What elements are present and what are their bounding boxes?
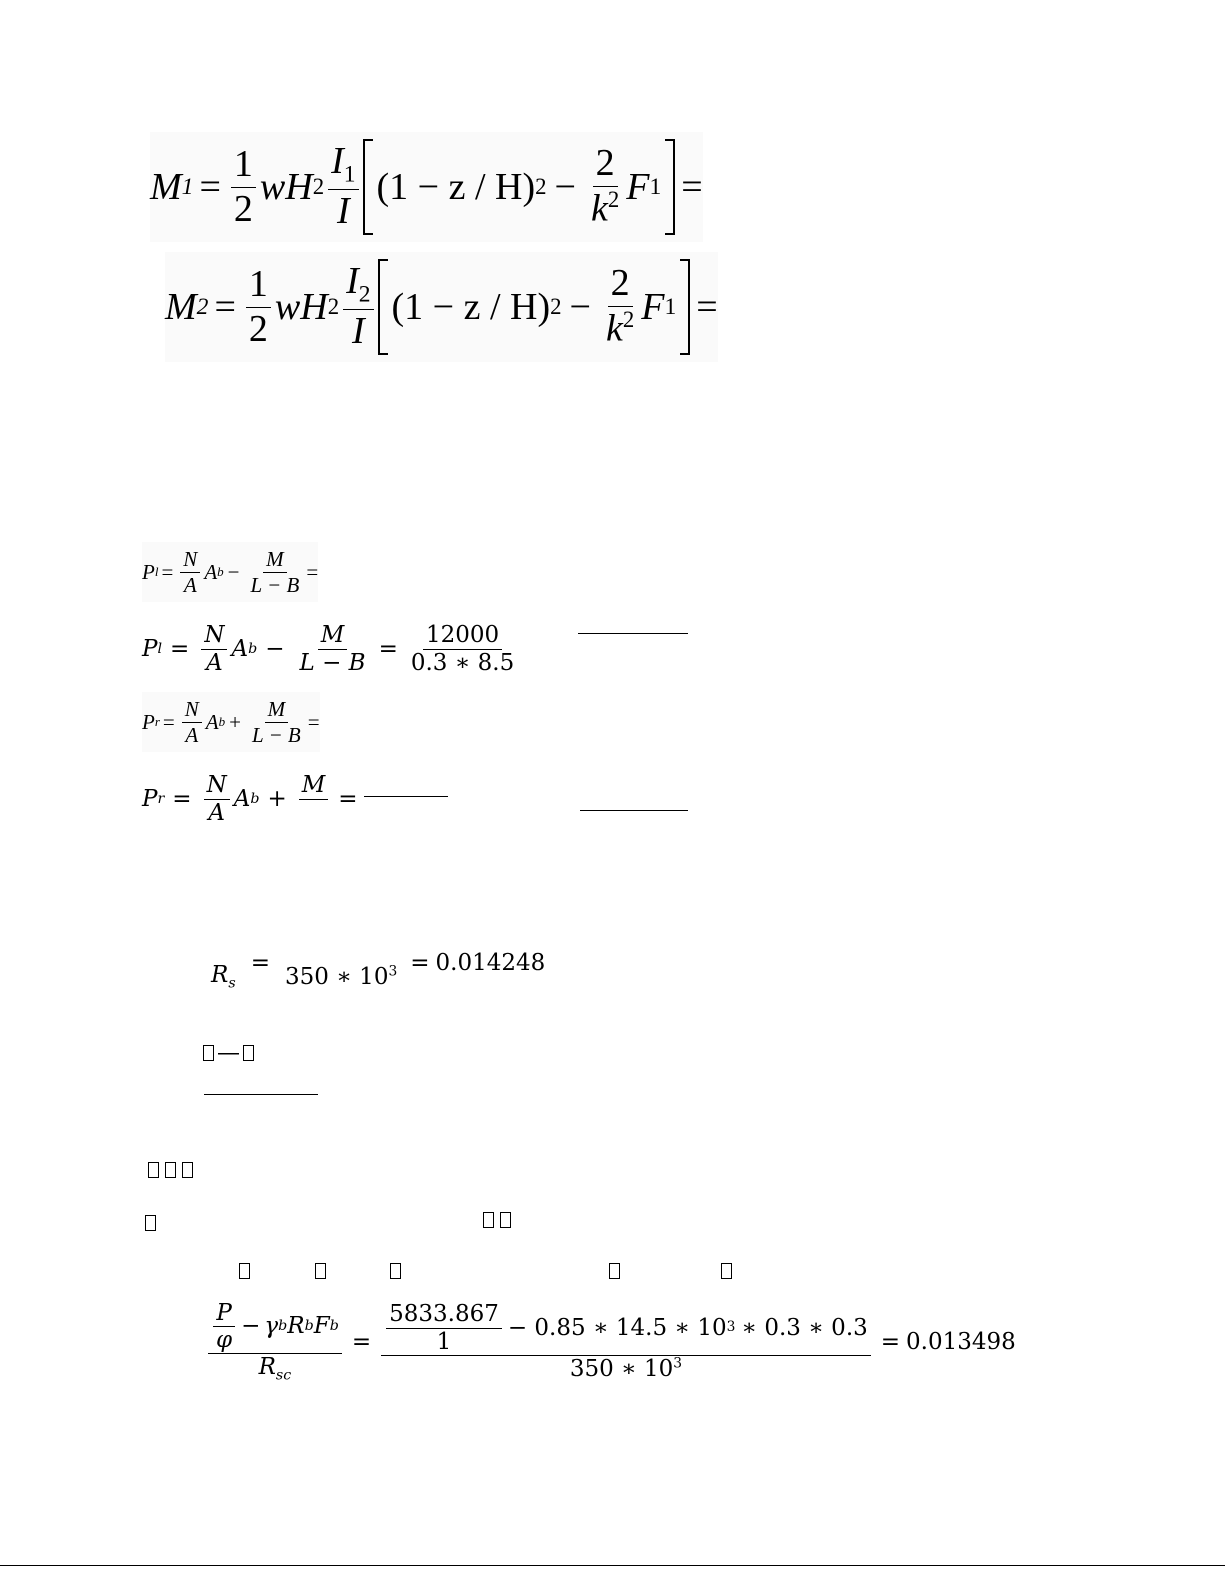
m1-F: F: [626, 166, 650, 208]
formula-final: $\frac{P}{\varphi}$ − γ b R b F b $R_{sc}$ = $\frac{5833.867}{1}$ − 0.85 ∗ 14.5 ∗ 10 3 ∗ 0.3 ∗ 0.3 350 ∗ $10^3$ = 0.013498: [204, 1298, 1016, 1386]
pl-value-fraction: $\frac{12000}{0.3 ∗ 8.5}$: [410, 622, 515, 676]
m2-paren-exp: 2: [550, 294, 562, 319]
m2-minus: −: [569, 286, 591, 328]
missing-glyph-row-3a: [236, 1260, 253, 1279]
page-bottom-rule: [0, 1565, 1225, 1566]
m2-paren: (1 − z / H): [391, 286, 551, 328]
dash-text: —: [217, 1040, 240, 1066]
formula-m2: [165, 252, 718, 362]
formula-m1: [150, 132, 703, 242]
m2-lhs-sub: 2: [196, 293, 209, 320]
missing-glyph-icon: [390, 1263, 401, 1279]
m2-half: $\frac{1}{2}$: [246, 263, 271, 351]
m1-w: w: [259, 166, 286, 208]
missing-glyph-icon: [165, 1162, 176, 1178]
missing-glyph-row-2a: [142, 1212, 159, 1231]
m1-H-exp: 2: [312, 174, 325, 199]
m1-bracket-right: [665, 139, 675, 235]
missing-glyph-row-3e: [718, 1260, 735, 1279]
m1-equals: =: [199, 166, 221, 208]
m2-w: w: [274, 286, 301, 328]
formula-rs: $R_s$ = 350 ∗ $10^3$ = 0.014248: [211, 950, 546, 992]
missing-glyph-row-2b: [480, 1212, 514, 1228]
formula-pl-scan: P l = $\frac{N}{A}$ A b − $\frac{M}{L - B}$ =: [142, 542, 318, 602]
m1-lhs: M: [150, 166, 182, 208]
m1-ratio: $\frac{I_1}{I}$: [328, 140, 358, 233]
missing-glyph-row-1: [145, 1162, 196, 1178]
m2-H: H: [300, 286, 328, 328]
missing-glyph-row-3c: [387, 1260, 404, 1279]
m1-lhs-sub: 1: [181, 173, 194, 200]
m2-bracket-left: [378, 259, 388, 355]
missing-glyph-icon: [721, 1263, 732, 1279]
pl-blank-line: [578, 633, 688, 634]
m1-F-sub: 1: [649, 173, 662, 200]
m2-tail-equals: =: [696, 286, 718, 328]
missing-glyph-icon: [148, 1162, 159, 1178]
final-result: 0.013498: [906, 1329, 1016, 1355]
formula-pr-typeset: P r = $\frac{N}{A}$ A b + M =: [142, 768, 448, 830]
m1-half: $\frac{1}{2}$: [231, 143, 256, 231]
missing-glyph-icon: [243, 1045, 254, 1061]
m1-paren: (1 − z / H): [376, 166, 536, 208]
glyph-dash-row: [200, 1040, 257, 1066]
missing-glyph-icon: [500, 1212, 511, 1228]
pr-blank-line: [364, 796, 448, 797]
m2-lhs: M: [165, 286, 197, 328]
missing-glyph-row-3d: [606, 1260, 623, 1279]
final-value-fraction: $\frac{5833.867}{1}$ − 0.85 ∗ 14.5 ∗ 10 3 ∗ 0.3 ∗ 0.3 350 ∗ $10^3$: [381, 1301, 871, 1382]
missing-glyph-icon: [315, 1263, 326, 1279]
missing-glyph-icon: [483, 1212, 494, 1228]
m2-F-sub: 1: [664, 293, 677, 320]
m1-paren-exp: 2: [535, 174, 547, 199]
rs-result: 0.014248: [435, 950, 546, 976]
m2-two-over-k2: $\frac{2}{k^2}$: [605, 262, 635, 350]
m1-minus: −: [554, 166, 576, 208]
pr-right-blank-line: [580, 810, 688, 811]
missing-glyph-icon: [239, 1263, 250, 1279]
m1-two-over-k2: $\frac{2}{k^2}$: [590, 142, 620, 230]
m2-bracket-right: [680, 259, 690, 355]
m1-tail-equals: =: [681, 166, 703, 208]
m1-bracket-left: [363, 139, 373, 235]
missing-glyph-icon: [145, 1215, 156, 1231]
blank-line-short: [204, 1094, 318, 1095]
missing-glyph-row-3b: [312, 1260, 329, 1279]
m2-F: F: [641, 286, 665, 328]
missing-glyph-icon: [182, 1162, 193, 1178]
formula-pr-scan: P r = $\frac{N}{A}$ A b + $\frac{M}{L - B}$ =: [142, 692, 320, 752]
final-lhs-fraction: $\frac{P}{\varphi}$ − γ b R b F b $R_{sc}$: [208, 1300, 342, 1385]
m2-H-exp: 2: [327, 294, 340, 319]
missing-glyph-icon: [609, 1263, 620, 1279]
formula-pl-typeset: P l = $\frac{N}{A}$ A b − $\frac{M}{L - B}$ = $\frac{12000}{0.3 ∗ 8.5}$: [142, 618, 521, 680]
m2-ratio: $\frac{I_2}{I}$: [343, 260, 373, 353]
missing-glyph-icon: [203, 1045, 214, 1061]
m1-H: H: [285, 166, 313, 208]
m2-equals: =: [214, 286, 236, 328]
